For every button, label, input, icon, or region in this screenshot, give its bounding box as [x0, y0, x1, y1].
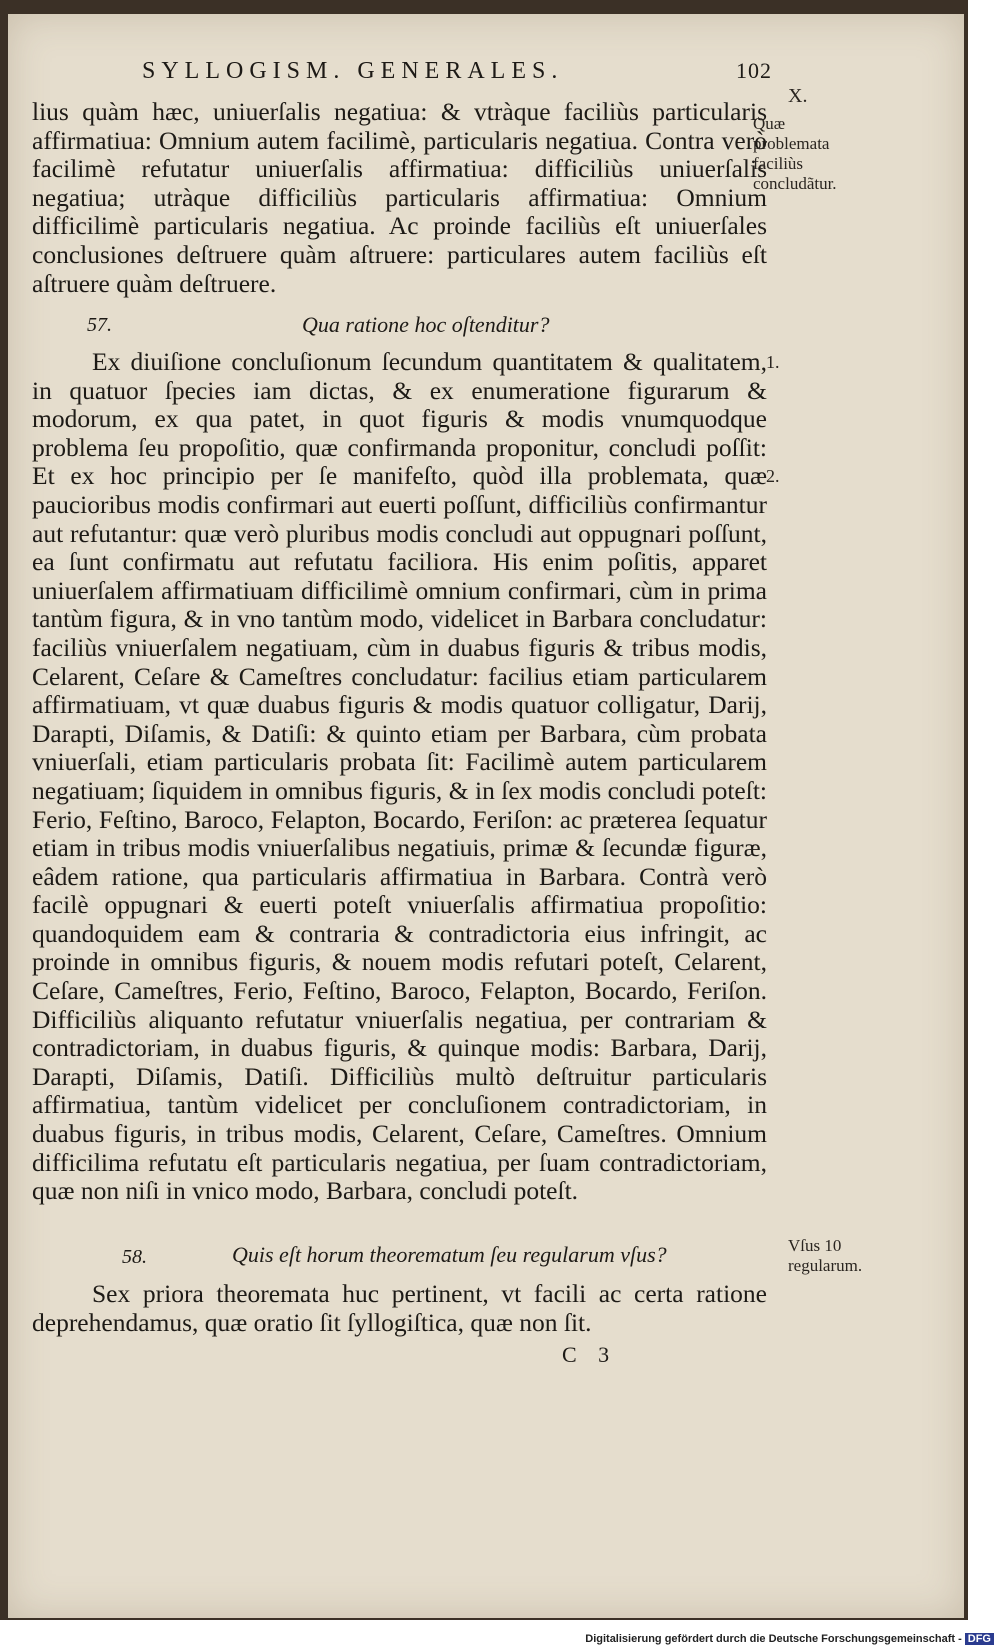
- question-heading-57: Qua ratione hoc oſtenditur?: [302, 312, 550, 337]
- margin-note-x: Quæ problemata faciliùs concludãtur.: [753, 114, 837, 193]
- question-number-58: 58.: [122, 1246, 147, 1268]
- paragraph-3: Sex priora theoremata huc pertinent, vt facili ac certa ratione deprehendamus, quæ oratio ſit ſyllogiſtica, quæ non ſit.: [32, 1279, 767, 1337]
- question-heading-58: Quis eſt horum theorematum ſeu regularum vſus?: [232, 1242, 667, 1267]
- book-page: [8, 14, 964, 1618]
- margin-note-1: 1.: [766, 352, 780, 372]
- question-number-57: 57.: [87, 314, 112, 336]
- dfg-logo: DFG: [965, 1633, 994, 1645]
- margin-note-usus: Vſus 10 regularum.: [788, 1236, 863, 1275]
- margin-note-x-number: X.: [788, 85, 808, 107]
- footer-text: Digitalisierung gefördert durch die Deutsche Forschungsgemeinschaft -: [585, 1633, 962, 1645]
- page-text-block: [32, 14, 772, 1618]
- digitization-credit: [585, 1633, 994, 1645]
- paragraph-2: Ex diuiſione concluſionum ſecundum quantitatem & qualitatem, in quatuor ſpecies iam dictas, & ex enumeratione figurarum & modorum, ex qua patet, in quot figuris & modis vnumquodque problema ſeu propoſitio, quæ confirmanda proponitur, concludi poſſit: Et ex hoc principio per ſe manifeſto, quòd illa problemata, quæ paucioribus modis confirmari aut euerti poſſunt, difficiliùs confirmantur aut refutantur: quæ verò pluribus modis concludi aut oppugnari poſſunt, ea ſunt confirmatu aut refutatu faciliora. His enim poſitis, apparet uniuerſalem affirmatiuam difficilimè omnium confirmari, cùm in prima tantùm figura, & in vno tantùm modo, videlicet in Barbara concludatur: faciliùs vniuerſalem negatiuam, cùm in duabus figuris & tribus modis, Celarent, Ceſare & Cameſtres concludatur: facilius etiam particularem affirmatiuam, vt quæ duabus figuris & modis quatuor colligatur, Darij, Darapti, Diſamis, & Datiſi: & quinto etiam per Barbara, cùm probata vniuerſali, etiam particularis probata ſit: Facilimè autem particularem negatiuam; ſiquidem in omnibus figuris, & in ſex modis concludi poteſt: Ferio, Feſtino, Baroco, Felapton, Bocardo, Feriſon: ac præterea ſequatur etiam in tribus modis vniuerſalibus negatiuis, primæ & ſecundæ figuræ, eâdem ratione, qua particularis affirmatiua in Barbara. Contrà verò facilè oppugnari & euerti poteſt vniuerſalis affirmatiua propoſitio: quandoquidem eam & contraria & contradictoria eius infringit, ac proinde in omnibus figuris, & nouem modis refutari poteſt, Celarent, Ceſare, Cameſtres, Ferio, Feſtino, Baroco, Felapton, Bocardo, Feriſon. Difficiliùs aliquanto refutatur vniuerſalis negatiua, per contrariam & contradictoriam, in duabus figuris, & quinque modis: Barbara, Darij, Darapti, Diſamis, Datiſi. Difficiliùs multò deſtruitur particularis affirmatiua, tantùm videlicet per concluſionem contradictoriam, in duabus figuris, in tribus modis, Celarent, Ceſare, Cameſtres. Omnium difficilima refutatu eſt particularis negatiua, per ſuam contradictoriam, quæ non niſi in vnico modo, Barbara, concludi poteſt.: [32, 347, 767, 1206]
- signature-mark: C 3: [562, 1342, 618, 1367]
- margin-note-2: 2.: [766, 466, 780, 486]
- running-head: [142, 58, 782, 85]
- paragraph-1: lius quàm hæc, uniuerſalis negatiua: & vtràque faciliùs particularis affirmatiua: Omnium autem facilimè, particularis negatiua. Contra verò facilimè refutatur uniuerſalis affirmatiua: difficiliùs uniuerſalis negatiua; utràque difficiliùs particularis affirmatiua: Omnium difficilimè particularis negatiua. Ac proinde faciliùs eſt uniuerſales conclusiones deſtruere quàm aſtruere: particulares autem faciliùs eſt aſtruere quàm deſtruere.: [32, 97, 767, 298]
- page-number: 102: [736, 58, 772, 83]
- running-head-title: SYLLOGISM. GENERALES.: [142, 58, 564, 84]
